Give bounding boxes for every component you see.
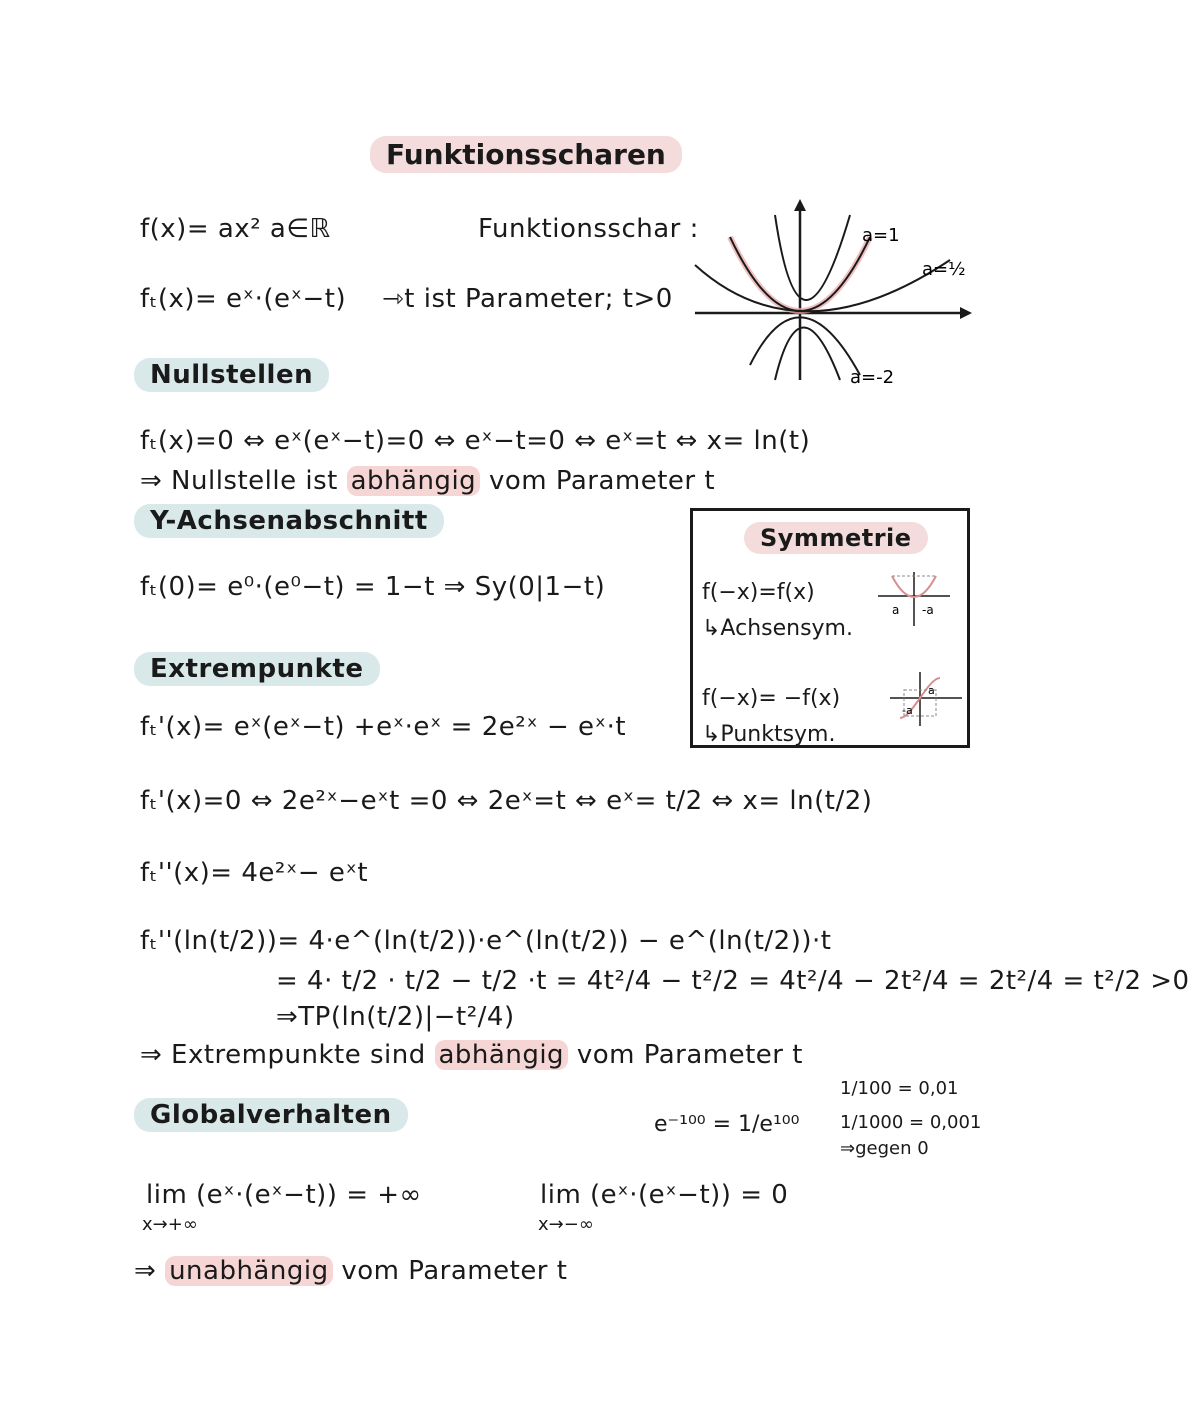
first-derivative: fₜ'(x)= eˣ(eˣ−t) +eˣ·eˣ = 2e²ˣ − eˣ·t — [140, 712, 627, 742]
nullstellen-conclusion — [140, 466, 715, 496]
nullstellen-highlight-word: abhängig — [347, 466, 481, 496]
nullstellen-conclusion-pre: ⇒ Nullstelle ist — [140, 466, 338, 496]
extrempunkte-conclusion-post: vom Parameter t — [576, 1040, 803, 1070]
second-derivative-simplify: = 4· t/2 · t/2 − t/2 ·t = 4t²/4 − t²/2 = 4t²/4 − 2t²/4 = 2t²/4 = t²/2 >0 — [276, 966, 1190, 996]
note-hundredth: 1/100 = 0,01 — [840, 1078, 959, 1099]
tiefpunkt: ⇒TP(ln(t/2)|−t²/4) — [276, 1002, 515, 1032]
global-highlight-word: unabhängig — [165, 1256, 333, 1286]
y-axis-arrow — [794, 199, 806, 211]
nullstellen-conclusion-post: vom Parameter t — [488, 466, 716, 496]
global-conclusion-post: vom Parameter t — [341, 1256, 568, 1286]
label-a1: a=1 — [862, 225, 900, 246]
second-derivative: fₜ''(x)= 4e²ˣ− eˣt — [140, 858, 369, 888]
x-axis-arrow — [960, 307, 972, 319]
limit-minus-subscript: x→−∞ — [538, 1214, 594, 1235]
first-derivative-zero: fₜ'(x)=0 ⇔ 2e²ˣ−eˣt =0 ⇔ 2eˣ=t ⇔ eˣ= t/2 ⇔ x= ln(t/2) — [140, 786, 873, 816]
heading-globalverhalten: Globalverhalten — [134, 1098, 408, 1132]
extrempunkte-highlight-word: abhängig — [435, 1040, 569, 1070]
achsensym-sketch-icon — [878, 568, 958, 628]
arrow-icon: ⇒ — [134, 1256, 157, 1286]
punktsym-label: ↳Punktsym. — [702, 722, 836, 747]
note-towards-zero: ⇒gegen 0 — [840, 1138, 929, 1159]
parabola-family-sketch — [690, 195, 990, 390]
label-a-half: a=½ — [922, 259, 966, 280]
schar-label: Funktionsschar : — [478, 214, 699, 244]
limit-plus-subscript: x→+∞ — [142, 1214, 198, 1235]
achsensym-label: ↳Achsensym. — [702, 616, 853, 641]
svg-text:a: a — [892, 603, 900, 617]
limit-plus-infinity: lim (eˣ·(eˣ−t)) = +∞ — [146, 1180, 422, 1210]
heading-nullstellen: Nullstellen — [134, 358, 329, 392]
ft-definition: fₜ(x)= eˣ·(eˣ−t) — [140, 284, 347, 314]
heading-y-achsenabschnitt: Y-Achsenabschnitt — [134, 504, 444, 538]
extrempunkte-conclusion-pre: ⇒ Extrempunkte sind — [140, 1040, 426, 1070]
punktsym-sketch-icon — [890, 668, 966, 728]
small-exponent-note: e⁻¹⁰⁰ = 1/e¹⁰⁰ — [654, 1112, 800, 1137]
punktsym-equation: f(−x)= −f(x) — [702, 686, 841, 711]
nullstellen-derivation: fₜ(x)=0 ⇔ eˣ(eˣ−t)=0 ⇔ eˣ−t=0 ⇔ eˣ=t ⇔ x= ln(t) — [140, 426, 811, 456]
basic-function: f(x)= ax² a∈ℝ — [140, 214, 331, 244]
parabola-a-neg2 — [775, 328, 840, 381]
global-conclusion — [134, 1256, 567, 1286]
heading-extrempunkte: Extrempunkte — [134, 652, 380, 686]
achsensym-equation: f(−x)=f(x) — [702, 580, 815, 605]
note-thousandth: 1/1000 = 0,001 — [840, 1112, 982, 1133]
heading-symmetrie: Symmetrie — [744, 522, 928, 554]
limit-minus-infinity: lim (eˣ·(eˣ−t)) = 0 — [540, 1180, 789, 1210]
label-a-neg2: a=-2 — [850, 367, 895, 388]
y-achsenabschnitt-line: fₜ(0)= e⁰·(e⁰−t) = 1−t ⇒ Sy(0|1−t) — [140, 572, 606, 602]
second-derivative-eval: fₜ''(ln(t/2))= 4·e^(ln(t/2))·e^(ln(t/2)) − e^(ln(t/2))·t — [140, 926, 832, 956]
extrempunkte-conclusion — [140, 1040, 803, 1070]
parameter-note: ⇾t ist Parameter; t>0 — [382, 284, 673, 314]
page-title: Funktionsscharen — [370, 136, 682, 173]
svg-text:-a: -a — [922, 603, 934, 617]
parabola-neg-wide — [750, 317, 860, 375]
svg-text:-a: -a — [902, 704, 913, 717]
svg-text:a: a — [928, 684, 935, 697]
